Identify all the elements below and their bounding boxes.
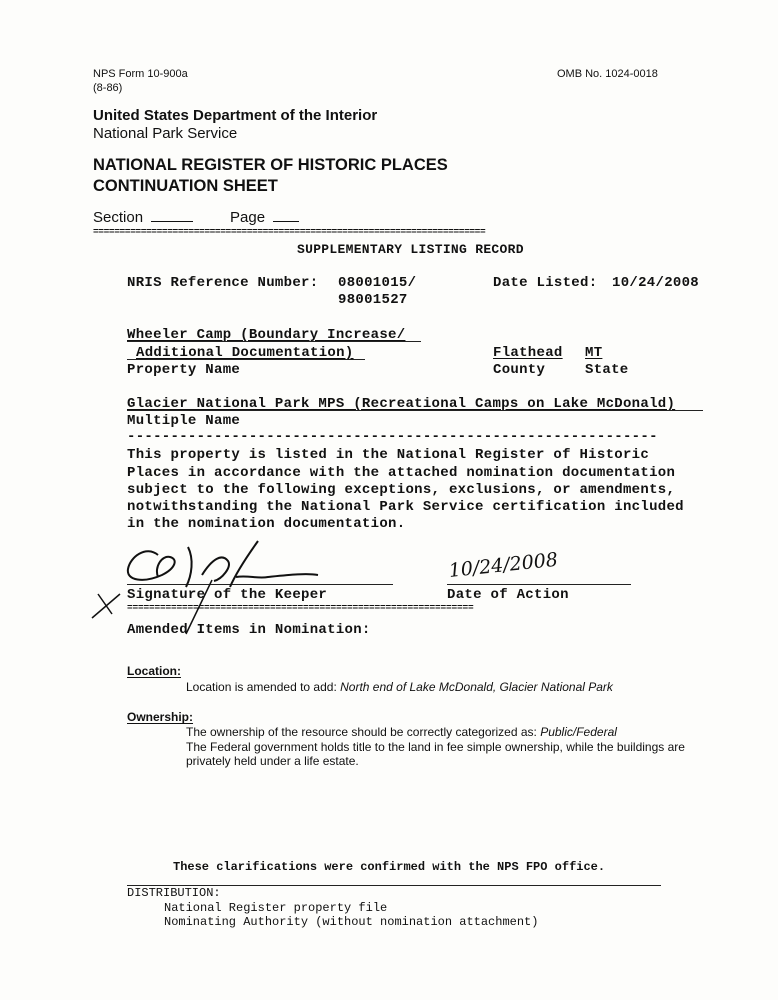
amended-items-heading: Amended Items in Nomination: <box>127 622 371 638</box>
state-label: State <box>585 362 629 378</box>
form-date: (8-86) <box>93 82 123 94</box>
form-number: NPS Form 10-900a <box>93 68 188 80</box>
ownership-heading: Ownership: <box>127 710 194 724</box>
omb-number: OMB No. 1024-0018 <box>557 68 658 80</box>
ownership-amendment <box>186 725 617 739</box>
page-label: Page <box>230 209 266 226</box>
location-heading: Location: <box>127 664 181 678</box>
property-name-underline-2 <box>127 359 365 360</box>
date-listed-value: 10/24/2008 <box>612 275 700 291</box>
multiple-name-underline <box>127 410 703 411</box>
location-value: North end of Lake McDonald, Glacier National Park <box>340 680 613 694</box>
section-label: Section <box>93 209 144 226</box>
statement-line-4: notwithstanding the National Park Service certification included <box>127 499 684 515</box>
property-name-line-1: Wheeler Camp (Boundary Increase/ <box>127 327 406 343</box>
section-blank <box>151 209 193 222</box>
location-text: Location is amended to add: <box>186 680 337 694</box>
distribution-item: National Register property file <box>164 901 388 915</box>
clarification-note: These clarifications were confirmed with the NPS FPO office. <box>173 860 606 874</box>
handwritten-date: 10/24/2008 <box>447 548 559 582</box>
statement-line-2: Places in accordance with the attached nomination documentation <box>127 465 676 481</box>
multiple-name-label: Multiple Name <box>127 413 241 429</box>
page-title: NATIONAL REGISTER OF HISTORIC PLACES <box>93 156 448 174</box>
date-line <box>447 584 631 585</box>
dash-rule: ------------------------------------------------------------- <box>127 429 658 445</box>
county-label: County <box>493 362 546 378</box>
record-heading: SUPPLEMENTARY LISTING RECORD <box>297 242 524 257</box>
nris-value-1: 08001015/ <box>338 275 417 291</box>
header-rule: ========================================================================== <box>93 226 486 237</box>
ownership-value: Public/Federal <box>540 725 617 739</box>
property-name-underline-1 <box>127 341 421 342</box>
distribution-label: DISTRIBUTION: <box>127 886 221 900</box>
multiple-name-value: Glacier National Park MPS (Recreational Camps on Lake McDonald) <box>127 396 676 412</box>
page-blank <box>273 209 299 222</box>
nris-label: NRIS Reference Number: <box>127 275 319 291</box>
nris-value-2: 98001527 <box>338 292 408 308</box>
date-of-action-label: Date of Action <box>447 587 569 603</box>
page-field <box>230 209 299 226</box>
signature-label: Signature of the Keeper <box>127 587 328 603</box>
distribution-item: Nominating Authority (without nomination attachment) <box>164 915 539 929</box>
location-amendment <box>186 680 613 694</box>
section-field <box>93 209 193 226</box>
state-value: MT <box>585 345 603 361</box>
page-subtitle: CONTINUATION SHEET <box>93 177 278 195</box>
statement-line-1: This property is listed in the National Register of Historic <box>127 447 650 463</box>
ownership-text: The ownership of the resource should be correctly categorized as: <box>186 725 537 739</box>
statement-line-3: subject to the following exceptions, exclusions, or amendments, <box>127 482 676 498</box>
ownership-line-2: The Federal government holds title to the land in fee simple ownership, while the buildings are <box>186 740 685 754</box>
county-value: Flathead <box>493 345 563 361</box>
agency-name: National Park Service <box>93 125 238 142</box>
signature-rule: =============================================================== <box>127 602 474 613</box>
ownership-line-3: privately held under a life estate. <box>186 754 359 768</box>
date-listed-label: Date Listed: <box>493 275 598 291</box>
statement-line-5: in the nomination documentation. <box>127 516 406 532</box>
department-name: United States Department of the Interior <box>93 107 378 124</box>
property-name-label: Property Name <box>127 362 241 378</box>
property-name-line-2: Additional Documentation) <box>136 345 354 361</box>
